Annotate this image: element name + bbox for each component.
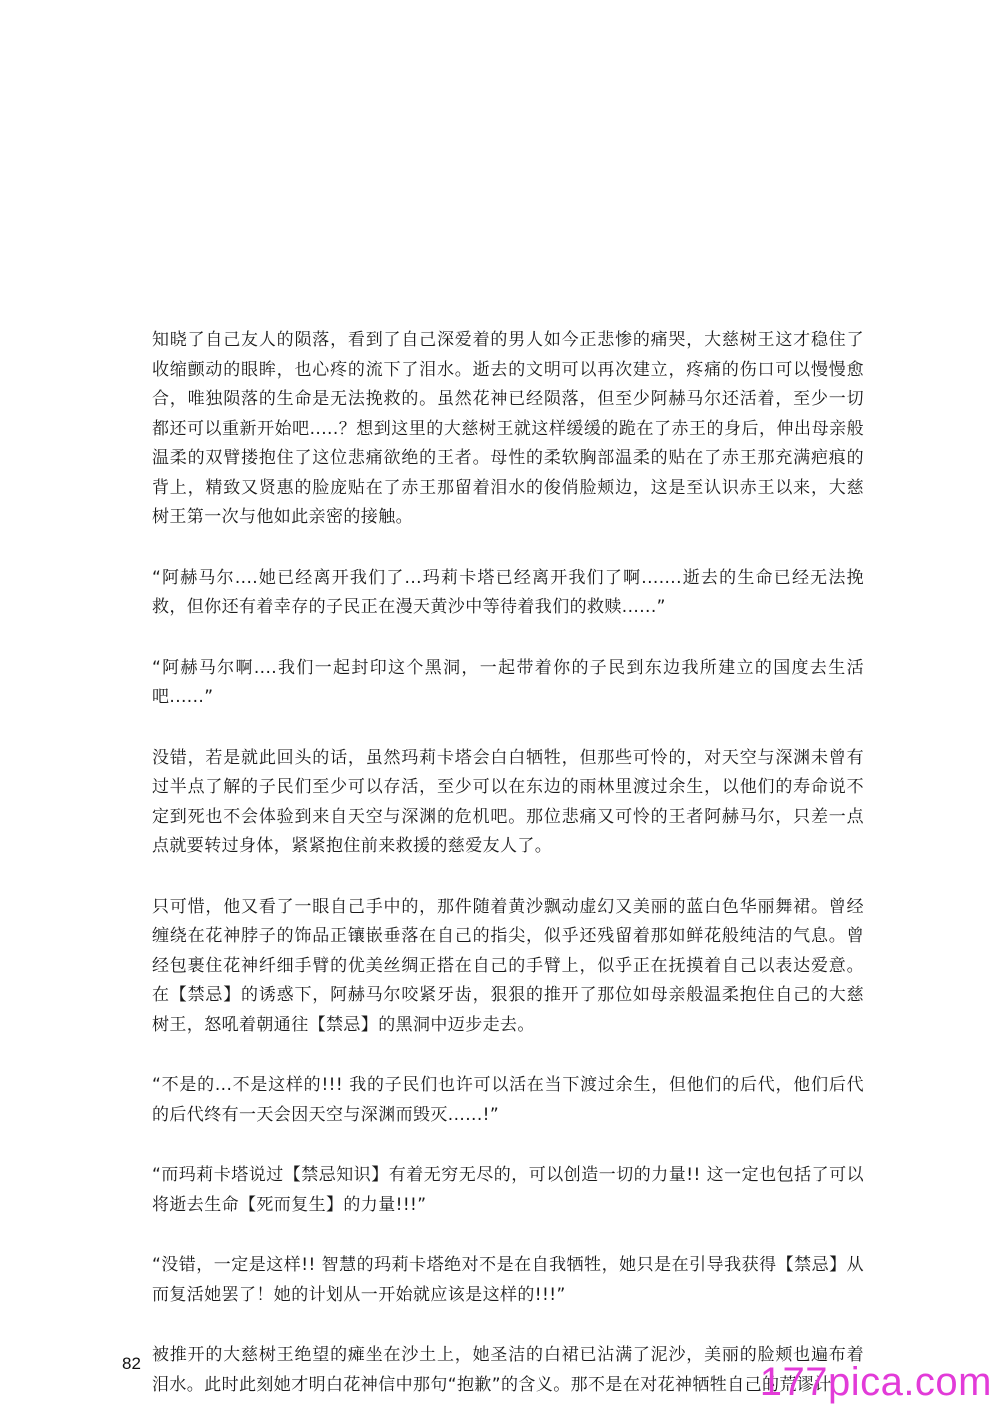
paragraph: 被推开的大慈树王绝望的瘫坐在沙土上，她圣洁的白裙已沾满了泥沙，美丽的脸颊也遍布着泪水。此时此刻她才明白花神信中那句“抱歉”的含义。那不是在对花神牺牲自己的荒谬计 — [152, 1345, 864, 1395]
body-text — [152, 326, 864, 1400]
paragraph: “而玛莉卡塔说过【禁忌知识】有着无穷无尽的，可以创造一切的力量!! 这一定也包括了可以将逝去生命【死而复生】的力量!!!” — [152, 1165, 864, 1215]
watermark: 177pica.com — [759, 1360, 992, 1404]
paragraph: 只可惜，他又看了一眼自己手中的，那件随着黄沙飘动虚幻又美丽的蓝白色华丽舞裙。曾经缠绕在花神脖子的饰品正镶嵌垂落在自己的指尖，似乎还残留着那如鲜花般纯洁的气息。曾经包裹住花神纤细手臂的优美丝绸正搭在自己的手臂上，似乎正在抚摸着自己以表达爱意。在【禁忌】的诱惑下，阿赫马尔咬紧牙齿，狠狠的推开了那位如母亲般温柔抱住自己的大慈树王，怒吼着朝通往【禁忌】的黑洞中迈步走去。 — [152, 896, 864, 1035]
page-number: 82 — [122, 1354, 141, 1373]
paragraph: “阿赫马尔啊....我们一起封印这个黑洞，一起带着你的子民到东边我所建立的国度去生活吧......” — [152, 657, 864, 707]
paragraph: 没错，若是就此回头的话，虽然玛莉卡塔会白白牺牲，但那些可怜的，对天空与深渊未曾有过半点了解的子民们至少可以存活，至少可以在东边的雨林里渡过余生，以他们的寿命说不定到死也不会体验到来自天空与深渊的危机吧。那位悲痛又可怜的王者阿赫马尔，只差一点点就要转过身体，紧紧抱住前来救援的慈爱友人了。 — [152, 747, 864, 856]
paragraph: “阿赫马尔....她已经离开我们了...玛莉卡塔已经离开我们了啊.......逝去的生命已经无法挽救，但你还有着幸存的子民正在漫天黄沙中等待着我们的救赎......” — [152, 567, 864, 617]
paragraph: “不是的...不是这样的!!! 我的子民们也许可以活在当下渡过余生，但他们的后代，他们后代的后代终有一天会因天空与深渊而毁灭......!” — [152, 1075, 864, 1125]
paragraph: 知晓了自己友人的陨落，看到了自己深爱着的男人如今正悲惨的痛哭，大慈树王这才稳住了收缩颤动的眼眸，也心疼的流下了泪水。逝去的文明可以再次建立，疼痛的伤口可以慢慢愈合，唯独陨落的生命是无法挽救的。虽然花神已经陨落，但至少阿赫马尔还活着，至少一切都还可以重新开始吧.....？想到这里的大慈树王就这样缓缓的跪在了赤王的身后，伸出母亲般温柔的双臂搂抱住了这位悲痛欲绝的王者。母性的柔软胸部温柔的贴在了赤王那充满疤痕的背上，精致又贤惠的脸庞贴在了赤王那留着泪水的俊俏脸颊边，这是至认识赤王以来，大慈树王第一次与他如此亲密的接触。 — [152, 330, 864, 527]
paragraph: “没错，一定是这样!! 智慧的玛莉卡塔绝对不是在自我牺牲，她只是在引导我获得【禁忌】从而复活她罢了！她的计划从一开始就应该是这样的!!!” — [152, 1255, 864, 1305]
